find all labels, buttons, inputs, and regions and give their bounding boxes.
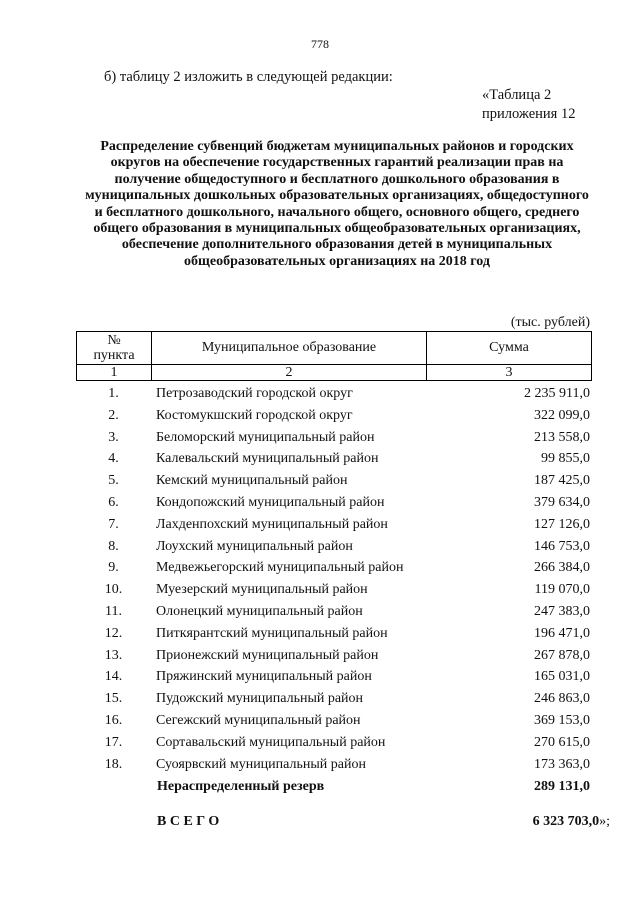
municipality-name: Калевальский муниципальный район: [156, 451, 379, 467]
row-sum: 369 153,0: [534, 712, 590, 728]
row-number: 3.: [108, 429, 119, 445]
row-sum: 2 235 911,0: [524, 386, 590, 401]
row-number: 15.: [104, 691, 123, 707]
row-number: 14.: [104, 669, 123, 685]
row-sum: 266 384,0: [534, 560, 590, 576]
row-number: 1.: [108, 386, 119, 401]
table-row: [0, 473, 640, 495]
units-label: (тыс. рублей): [510, 315, 590, 330]
row-sum: 213 558,0: [534, 429, 590, 445]
row-sum: 173 363,0: [534, 756, 590, 772]
municipality-name: Сегежский муниципальный район: [156, 712, 361, 728]
row-number: 7.: [108, 516, 119, 532]
row-number: 9.: [108, 560, 119, 576]
row-sum: 246 863,0: [534, 691, 590, 707]
municipality-name: Кемский муниципальный район: [156, 473, 348, 489]
row-number: 18.: [104, 756, 123, 772]
row-number: 12.: [104, 625, 123, 641]
table-row: [0, 408, 640, 430]
table-row: [0, 560, 640, 582]
table-row: [0, 582, 640, 604]
table-row: [0, 648, 640, 670]
table-row: [0, 757, 640, 779]
row-sum: 379 634,0: [534, 494, 590, 510]
table-caption-line-1: «Таблица 2: [482, 87, 552, 103]
header-number-line-1: №: [107, 333, 121, 348]
column-index-number: 1: [77, 365, 152, 381]
reserve-label: Нераспределенный резерв: [157, 779, 325, 794]
municipality-name: Муезерский муниципальный район: [156, 582, 368, 598]
closing-quote: »;: [599, 814, 610, 829]
row-number: 17.: [104, 734, 123, 750]
total-label: ВСЕГО: [157, 814, 223, 829]
column-index-name: 2: [152, 365, 427, 381]
table-caption-line-2: приложения 12: [482, 106, 576, 122]
table-header: [76, 331, 592, 381]
table-body: [0, 386, 640, 778]
page-number: 778: [311, 37, 329, 51]
table-row: [0, 669, 640, 691]
table-row: [0, 604, 640, 626]
row-number: 2.: [108, 407, 119, 423]
row-sum: 196 471,0: [534, 625, 590, 641]
municipality-name: Пряжинский муниципальный район: [156, 669, 372, 685]
column-index-sum: 3: [427, 365, 592, 381]
row-sum: 99 855,0: [541, 451, 590, 467]
table-row: [0, 495, 640, 517]
intro-text: б) таблицу 2 изложить в следующей редакции:: [104, 69, 393, 85]
header-cell-name: Муниципальное образование: [152, 332, 427, 365]
table-caption: [482, 86, 592, 124]
municipality-name: Пудожский муниципальный район: [156, 691, 364, 707]
row-sum: 119 070,0: [534, 582, 590, 598]
row-sum: 270 615,0: [534, 734, 590, 750]
row-number: 5.: [108, 473, 119, 489]
total-sum-wrap: [430, 814, 610, 830]
reserve-sum: 289 131,0: [534, 779, 590, 794]
row-number: 4.: [108, 451, 119, 467]
table-row: [0, 539, 640, 561]
row-sum: 127 126,0: [534, 516, 590, 532]
municipality-name: Суоярвский муниципальный район: [156, 756, 366, 772]
row-number: 6.: [108, 494, 119, 510]
row-sum: 322 099,0: [534, 407, 590, 423]
municipality-name: Олонецкий муниципальный район: [156, 603, 363, 619]
table-row: [0, 691, 640, 713]
municipality-name: Кондопожский муниципальный район: [156, 494, 385, 510]
municipality-name: Сортавальский муниципальный район: [156, 734, 386, 750]
total-sum: 6 323 703,0: [532, 814, 600, 829]
header-number-line-2: пункта: [93, 348, 135, 363]
row-sum: 267 878,0: [534, 647, 590, 663]
municipality-name: Прионежский муниципальный район: [156, 647, 379, 663]
table-row: [0, 517, 640, 539]
row-sum: 247 383,0: [534, 603, 590, 619]
municipality-name: Костомукшский городской округ: [156, 407, 353, 423]
municipality-name: Питкярантский муниципальный район: [156, 625, 388, 641]
row-sum: 165 031,0: [534, 669, 590, 685]
municipality-name: Медвежьегорский муниципальный район: [156, 560, 404, 576]
row-number: 11.: [105, 603, 122, 619]
table-row: [0, 451, 640, 473]
row-number: 16.: [104, 712, 123, 728]
municipality-name: Петрозаводский городской округ: [156, 386, 353, 401]
table-row: [0, 386, 640, 408]
municipality-name: Лоухский муниципальный район: [156, 538, 353, 554]
municipality-name: Лахденпохский муниципальный район: [156, 516, 388, 532]
row-sum: 146 753,0: [534, 538, 590, 554]
row-number: 8.: [108, 538, 119, 554]
row-sum: 187 425,0: [534, 473, 590, 489]
row-number: 13.: [104, 647, 123, 663]
header-cell-number: [77, 332, 152, 365]
table-row: [0, 626, 640, 648]
table-row: [0, 430, 640, 452]
municipality-name: Беломорский муниципальный район: [156, 429, 375, 445]
table-row: [0, 735, 640, 757]
table-row: [0, 713, 640, 735]
row-number: 10.: [104, 582, 123, 598]
header-cell-sum: Сумма: [427, 332, 592, 365]
document-title: Распределение субвенций бюджетам муниципальных районов и городских округов на обеспечение государственных гарантий реализации прав на получение общедоступного и бесплатного дошкольного образования в муниципальных дошкольных образовательных организациях, общедоступного и бесплатного дошкольного, начального общего, основного общего, среднего общего образования в муниципальных общеобразовательных организациях, обеспечение дополнительного образования детей в муниципальных общеобразовательных организациях на 2018 год: [85, 139, 589, 269]
